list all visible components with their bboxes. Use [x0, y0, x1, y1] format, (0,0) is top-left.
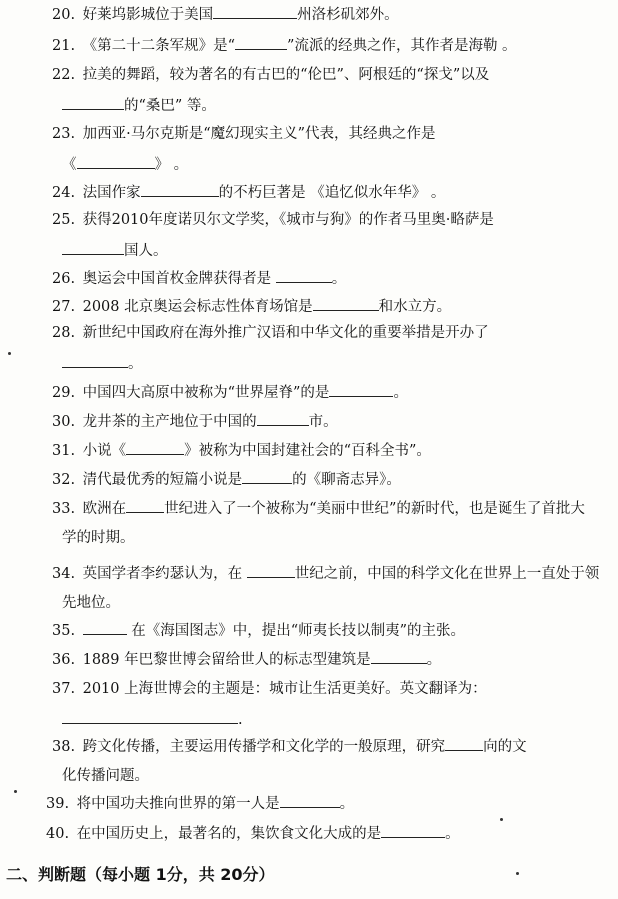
question-continuation: [62, 528, 135, 548]
question-continuation: [62, 353, 143, 374]
question-number: 20.: [52, 7, 76, 23]
question-text: 清代最优秀的短篇小说是: [82, 472, 243, 488]
question-text: 市。: [308, 414, 338, 430]
answer-blank[interactable]: [280, 793, 340, 808]
question-text: 。: [331, 271, 347, 287]
question-text: 将中国功夫推向世界的第一人是: [76, 796, 280, 812]
answer-blank[interactable]: [126, 440, 184, 455]
section-heading: 二、判断题（每小题 1分，共 20分）: [6, 865, 275, 884]
question-29: [52, 382, 612, 403]
question-38: [52, 736, 612, 784]
answer-blank[interactable]: [235, 35, 287, 50]
question-21: [52, 35, 612, 56]
question-number: 23.: [52, 126, 76, 142]
question-number: 39.: [46, 796, 70, 812]
question-text: 化传播问题。: [62, 768, 149, 784]
answer-blank[interactable]: [247, 563, 295, 578]
question-text: 欧洲在: [82, 501, 127, 517]
question-text: 》被称为中国封建社会的“百科全书”。: [184, 443, 431, 459]
question-39: [46, 793, 606, 814]
question-text: 加西亚·马尔克斯是“魔幻现实主义”代表，其经典之作是: [82, 126, 436, 142]
question-text: 奥运会中国首枚金牌获得者是: [82, 271, 276, 287]
answer-blank[interactable]: [77, 154, 155, 169]
answer-blank[interactable]: [62, 240, 124, 255]
question-number: 35.: [52, 623, 76, 639]
question-37: [52, 679, 612, 728]
question-text: 世纪进入了一个被称为“美丽中世纪”的新时代，也是诞生了首批大: [164, 501, 585, 517]
question-23: [52, 124, 612, 173]
question-continuation: [62, 154, 188, 175]
question-number: 25.: [52, 212, 76, 228]
question-text: 《: [62, 157, 77, 173]
question-text: 国人。: [124, 243, 168, 259]
question-text: 2008 北京奥运会标志性体育场馆是: [82, 299, 313, 315]
answer-blank[interactable]: [257, 411, 309, 426]
question-number: 21.: [52, 38, 76, 54]
question-number: 30.: [52, 414, 76, 430]
question-number: 32.: [52, 472, 76, 488]
question-40: [46, 823, 606, 844]
question-text: 先地位。: [62, 595, 120, 611]
answer-blank[interactable]: [126, 498, 164, 513]
question-text: 和水立方。: [378, 299, 452, 315]
question-text: ”流派的经典之作，其作者是海勒 。: [287, 38, 517, 54]
question-text: 的“桑巴” 等。: [124, 98, 216, 114]
question-text: 的不朽巨著是 《追忆似水年华》 。: [218, 185, 446, 201]
question-number: 40.: [46, 826, 70, 842]
question-text: 向的文: [483, 739, 527, 755]
scan-speck: [14, 790, 17, 793]
question-text: .: [238, 712, 243, 728]
question-number: 27.: [52, 299, 76, 315]
question-text: 《第二十二条军规》是“: [82, 38, 236, 54]
question-text: 。: [445, 826, 460, 842]
question-text: 1889 年巴黎世博会留给世人的标志型建筑是: [82, 652, 371, 668]
question-text: 。: [339, 796, 355, 812]
question-text: 世纪之前，中国的科学文化在世界上一直处于领: [294, 566, 600, 582]
answer-blank[interactable]: [313, 296, 379, 311]
question-continuation: [62, 766, 149, 786]
question-30: [52, 411, 612, 432]
question-31: [52, 440, 612, 461]
answer-blank[interactable]: [371, 649, 427, 664]
question-text: 2010 上海世博会的主题是：城市让生活更美好。英文翻译为：: [82, 681, 487, 697]
answer-blank[interactable]: [276, 268, 332, 283]
question-text: 》 。: [154, 157, 189, 173]
question-text: 好莱坞影城位于美国: [82, 7, 214, 23]
question-26: [52, 268, 612, 289]
question-27: [52, 296, 612, 317]
question-34: [52, 563, 612, 611]
question-continuation: [62, 95, 216, 116]
question-text: 获得2010年度诺贝尔文学奖，《城市与狗》的作者马里奥·略萨是: [82, 212, 494, 228]
question-text: 龙井茶的主产地位于中国的: [82, 414, 257, 430]
question-text: 。: [393, 385, 408, 401]
question-text: 在《海国图志》中，提出“师夷长技以制夷”的主张。: [126, 623, 466, 639]
question-continuation: [62, 709, 243, 730]
question-32: [52, 469, 612, 490]
question-number: 38.: [52, 739, 76, 755]
question-text: 法国作家: [82, 185, 141, 201]
question-text: 小说《: [82, 443, 127, 459]
question-continuation: [62, 240, 168, 261]
question-text: 英国学者李约瑟认为，在: [82, 566, 247, 582]
question-number: 34.: [52, 566, 76, 582]
question-number: 22.: [52, 67, 76, 83]
answer-blank[interactable]: [62, 353, 128, 368]
question-24: [52, 182, 612, 203]
question-number: 26.: [52, 271, 76, 287]
question-number: 36.: [52, 652, 76, 668]
question-number: 33.: [52, 501, 76, 517]
question-text: 拉美的舞蹈，较为著名的有古巴的“伦巴”、阿根廷的“探戈”以及: [82, 67, 490, 83]
question-text: 州洛杉矶郊外。: [297, 7, 399, 23]
question-text: 学的时期。: [62, 530, 135, 546]
answer-blank[interactable]: [62, 95, 124, 110]
question-22: [52, 65, 612, 114]
question-number: 29.: [52, 385, 76, 401]
scan-speck: [516, 872, 519, 875]
question-20: [52, 4, 612, 25]
answer-blank[interactable]: [445, 736, 483, 751]
question-number: 31.: [52, 443, 76, 459]
question-text: 中国四大高原中被称为“世界屋脊”的是: [82, 385, 330, 401]
question-text: 跨文化传播，主要运用传播学和文化学的一般原理，研究: [82, 739, 446, 755]
question-25: [52, 210, 612, 259]
question-number: 37.: [52, 681, 76, 697]
answer-blank[interactable]: [329, 382, 393, 397]
question-33: [52, 498, 612, 546]
question-text: 新世纪中国政府在海外推广汉语和中华文化的重要举措是开办了: [82, 325, 489, 341]
question-number: 24.: [52, 185, 76, 201]
question-text: 的《聊斋志异》。: [292, 472, 401, 488]
question-text: 在中国历史上，最著名的，集饮食文化大成的是: [76, 826, 382, 842]
answer-blank[interactable]: [83, 620, 127, 635]
answer-blank[interactable]: [242, 469, 292, 484]
answer-blank[interactable]: [213, 4, 297, 19]
scan-speck: [500, 818, 503, 821]
question-continuation: [62, 593, 120, 613]
answer-blank[interactable]: [141, 182, 219, 197]
question-35: [52, 620, 612, 641]
scan-speck: [8, 352, 11, 355]
answer-blank[interactable]: [62, 709, 238, 724]
question-28: [52, 323, 612, 372]
question-36: [52, 649, 612, 670]
question-number: 28.: [52, 325, 76, 341]
question-text: 。: [128, 356, 143, 372]
question-text: 。: [426, 652, 442, 668]
answer-blank[interactable]: [381, 823, 445, 838]
